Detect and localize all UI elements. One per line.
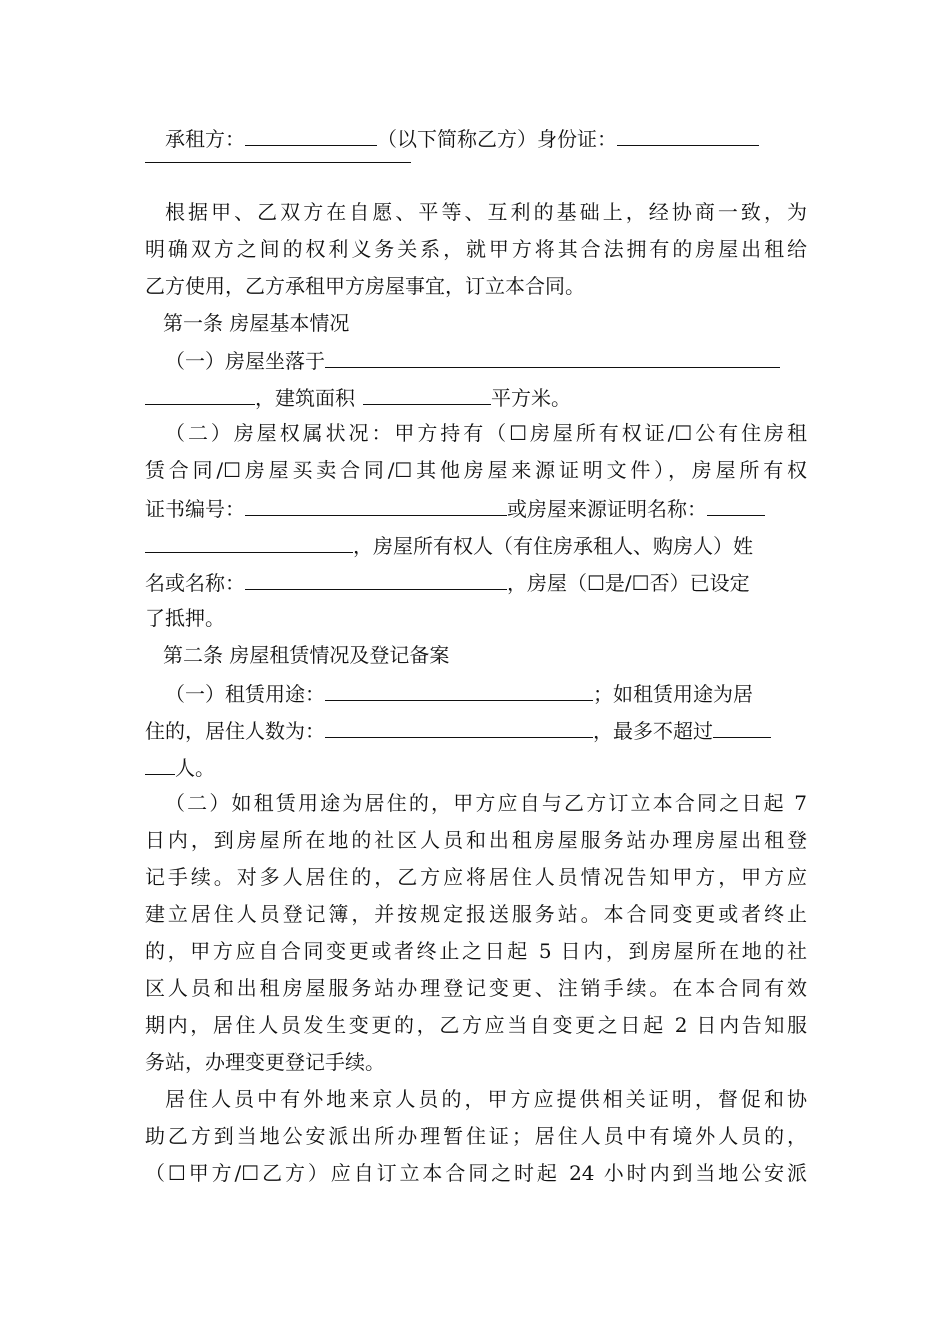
persons-unit: 人。 [175,756,215,780]
clause-2-2-line-2: 日内，到房屋所在地的社区人员和出租房屋服务站办理房屋出租登 [145,828,807,852]
clause-2-2-line-7: 期内，居住人员发生变更的，乙方应当自变更之日起 2 日内告知服 [145,1013,807,1037]
location-blank-continued[interactable] [145,384,255,405]
clause-1-2-line-5 [145,569,810,595]
residence-condition-text: ；如租赁用途为居 [593,682,753,706]
owner-label: ，房屋所有权人（有住房承租人、购房人）姓 [353,534,753,558]
article-2-heading: 第二条 房屋租赁情况及登记备案 [163,643,450,667]
clause-2-2-line-3: 记手续。对多人居住的，乙方应将居住人员情况告知甲方，甲方应 [145,865,807,889]
clause-1-2-line-1: （二）房屋权属状况：甲方持有（☐房屋所有权证/☐公有住房租 [165,421,807,445]
area-unit: 平方米。 [491,386,571,410]
clause-1-2-line-2: 赁合同/☐房屋买卖合同/☐其他房屋来源证明文件），房屋所有权 [145,458,807,482]
clause-1-1-line-1 [165,347,810,373]
clause-1-1-line-2 [145,384,807,410]
tenant-name-blank[interactable] [245,125,377,146]
preamble-line-3: 乙方使用，乙方承租甲方房屋事宜，订立本合同。 [145,274,585,298]
clause-2-2-line-1: （二）如租赁用途为居住的，甲方应自与乙方订立本合同之日起 7 [165,791,807,815]
certificate-number-label: 证书编号： [145,497,245,521]
tenant-label: 承租方： [165,127,245,151]
residents-paragraph-line-2: 助乙方到当地公安派出所办理暂住证；居住人员中有境外人员的， [145,1124,807,1148]
tenant-id-blank[interactable] [617,125,759,146]
location-blank[interactable] [325,347,780,368]
preamble-line-2: 明确双方之间的权利义务关系，就甲方将其合法拥有的房屋出租给 [145,237,807,261]
max-residents-blank-continued[interactable] [145,754,175,775]
clause-2-1-line-1 [165,680,810,706]
residents-count-label: 住的，居住人数为： [145,719,325,743]
clause-1-2-line-4 [145,532,810,558]
area-label: ，建筑面积 [255,386,355,410]
residents-count-blank[interactable] [325,717,593,738]
owner-name-blank[interactable] [245,569,507,590]
article-1-heading: 第一条 房屋基本情况 [163,311,350,335]
clause-2-2-line-4: 建立居住人员登记簿，并按规定报送服务站。本合同变更或者终止 [145,902,807,926]
area-blank[interactable] [363,384,491,405]
clause-1-2-line-3 [145,495,810,521]
clause-2-2-line-5: 的，甲方应自合同变更或者终止之日起 5 日内，到房屋所在地的社 [145,939,807,963]
source-document-label: 或房屋来源证明名称： [507,497,707,521]
max-residents-label: ，最多不超过 [593,719,713,743]
owner-name-label: 名或名称： [145,571,245,595]
max-residents-blank[interactable] [713,717,771,738]
preamble-line-1: 根据甲、乙双方在自愿、平等、互利的基础上，经协商一致，为 [165,200,807,224]
clause-2-2-line-8: 务站，办理变更登记手续。 [145,1050,385,1074]
clause-2-2-line-6: 区人员和出租房屋服务站办理登记变更、注销手续。在本合同有效 [145,976,807,1000]
mortgage-text: ，房屋（☐是/☐否）已设定 [507,571,750,595]
tenant-alias-text: （以下简称乙方）身份证： [377,127,617,151]
residents-paragraph-line-1: 居住人员中有外地来京人员的，甲方应提供相关证明，督促和协 [165,1087,807,1111]
certificate-number-blank[interactable] [245,495,507,516]
lease-purpose-blank[interactable] [325,680,593,701]
source-document-blank[interactable] [707,495,765,516]
clause-2-1-line-3 [145,754,807,780]
tenant-line [165,125,810,151]
tenant-id-blank-continued[interactable] [145,162,411,163]
lease-purpose-label: （一）租赁用途： [165,682,325,706]
source-document-blank-continued[interactable] [145,532,353,553]
location-label: （一）房屋坐落于 [165,349,325,373]
clause-2-1-line-2 [145,717,810,743]
clause-1-2-line-6: 了抵押。 [145,606,225,630]
residents-paragraph-line-3: （☐甲方/☐乙方）应自订立本合同之时起 24 小时内到当地公安派 [145,1161,807,1185]
